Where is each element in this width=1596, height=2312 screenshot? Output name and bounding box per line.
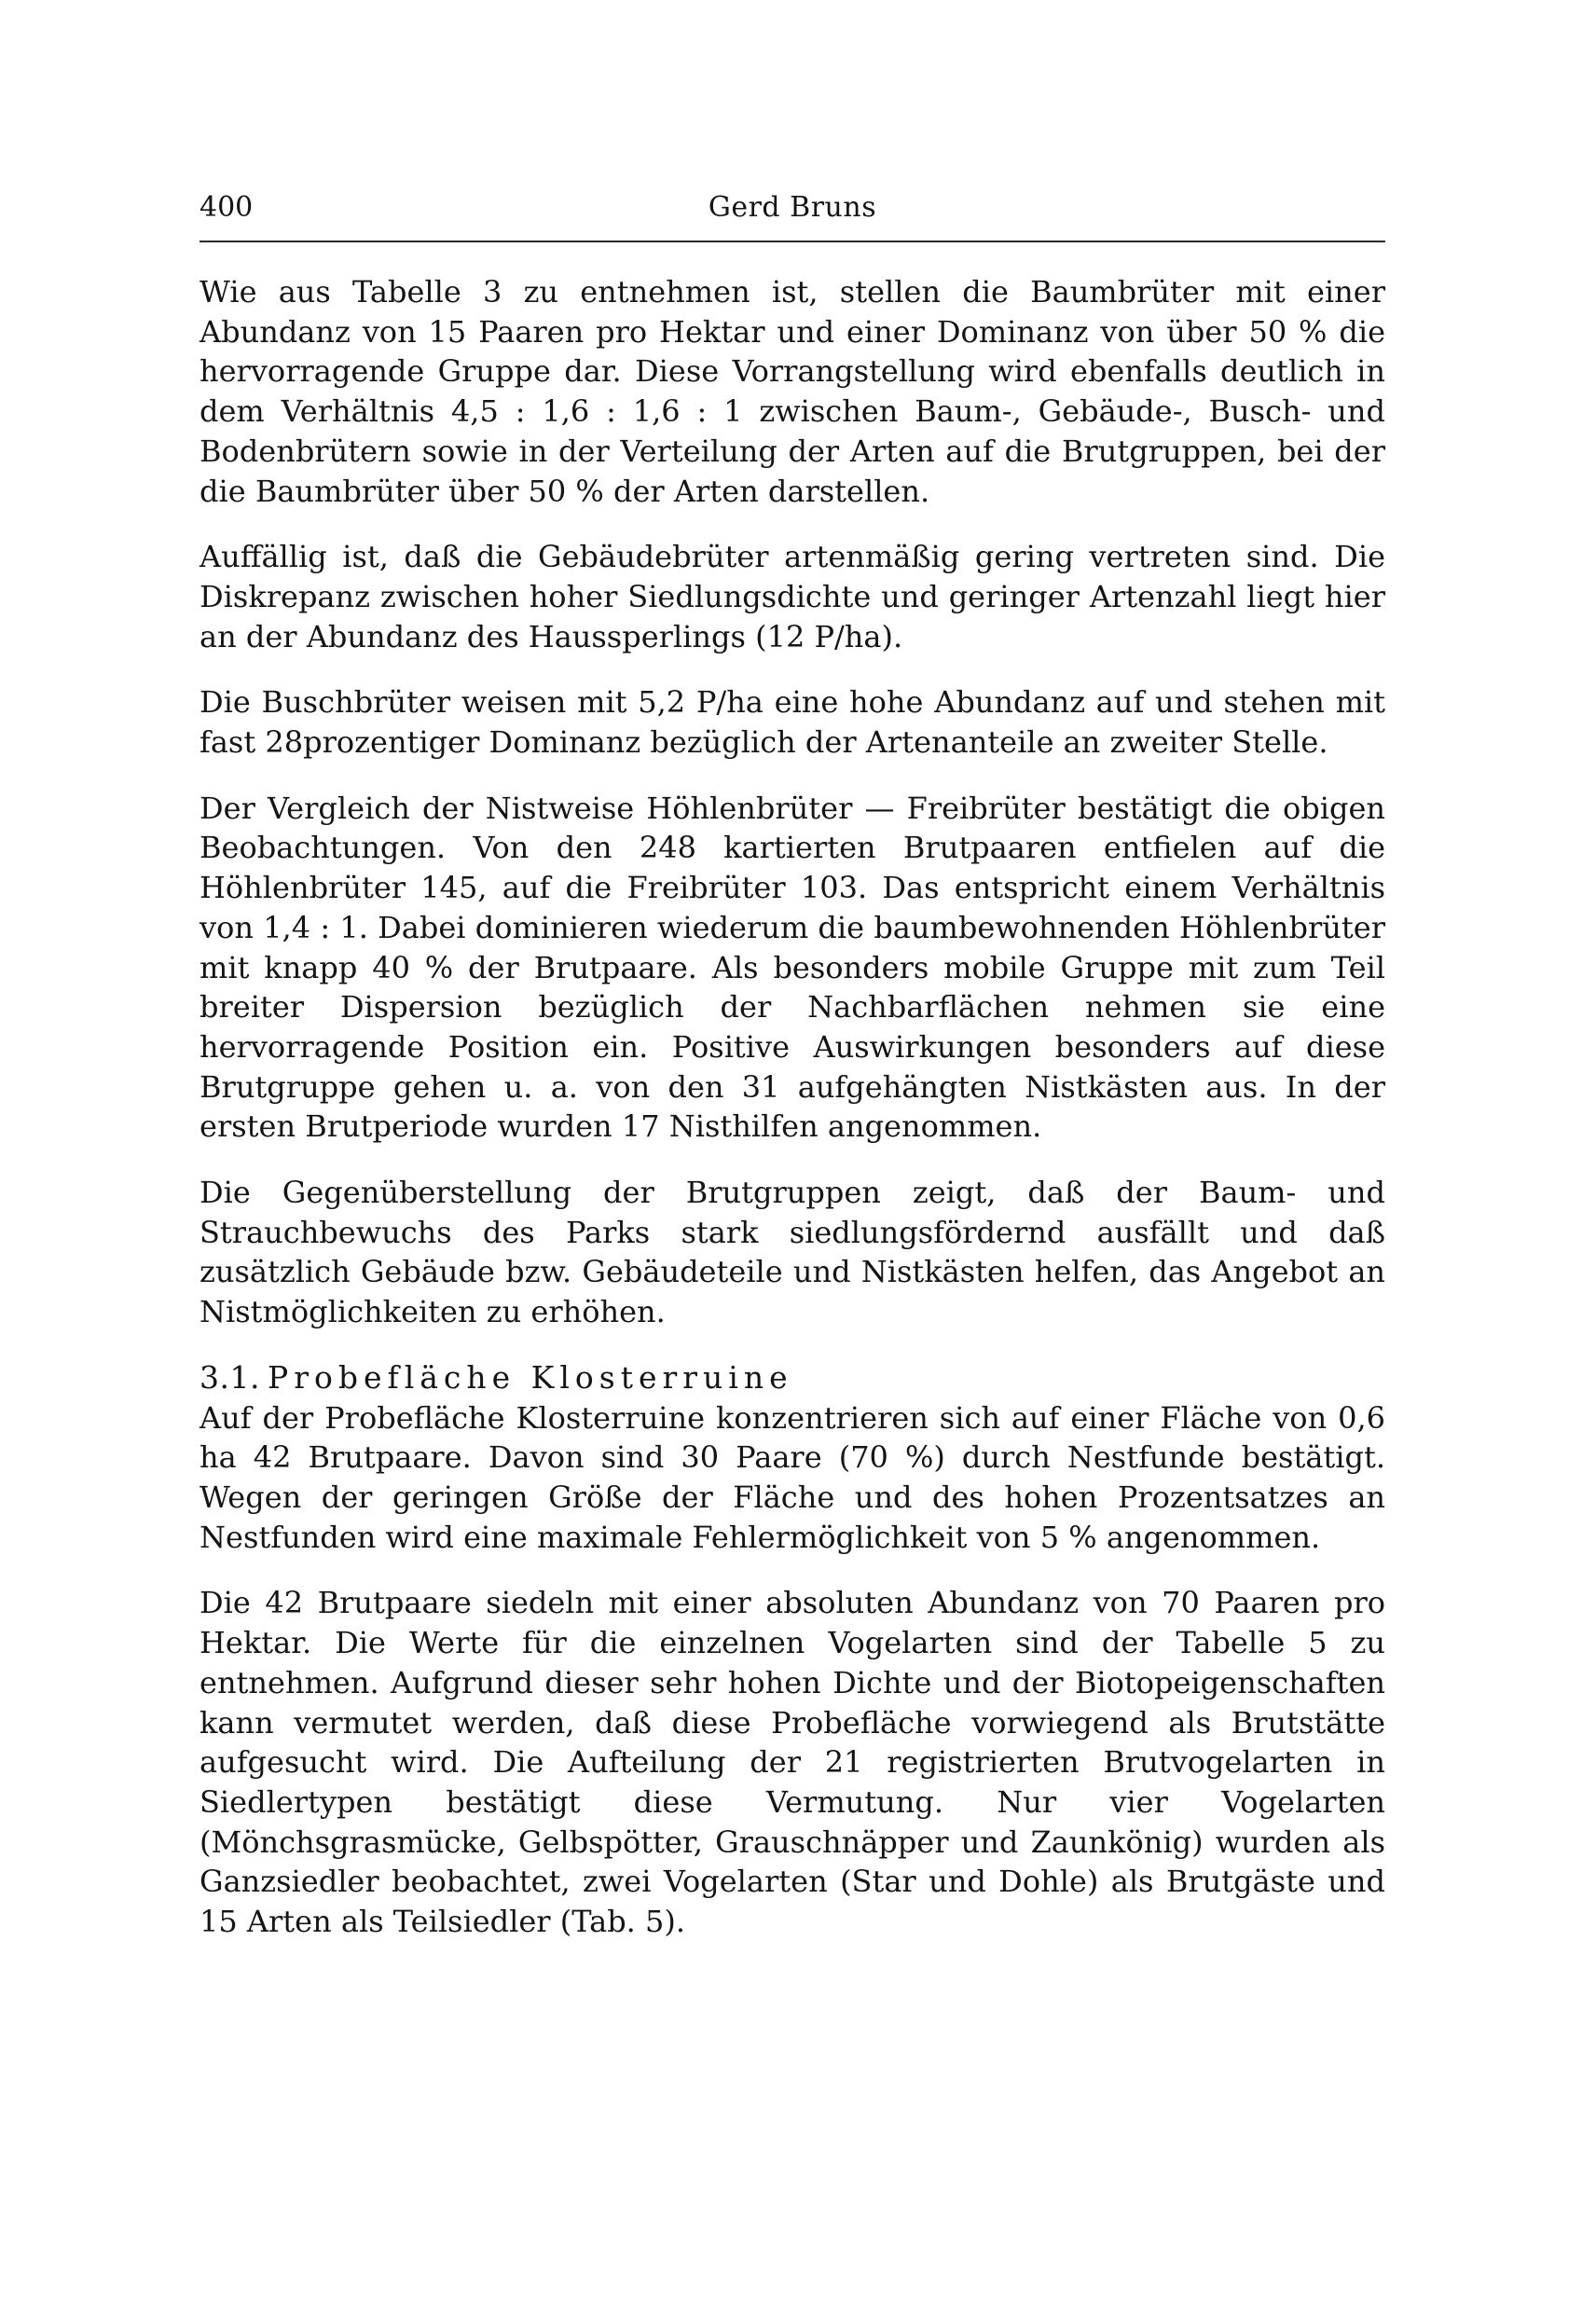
paragraph: Die Gegenüberstellung der Brutgruppen zeigt, daß der Baum- und Strauchbewuchs des Parks stark siedlungsfördernd ausfällt und daß zusätzlich Gebäude bzw. Gebäudeteile und Nistkästen helfen, das Angebot an Nistmöglichkeiten zu erhöhen. (200, 1175, 1385, 1330)
paragraph: Die Buschbrüter weisen mit 5,2 P/ha eine hohe Abundanz auf und stehen mit fast 28prozentiger Dominanz bezüglich der Artenanteile an zweiter Stelle. (200, 684, 1385, 761)
paragraph: Auffällig ist, daß die Gebäudebrüter artenmäßig gering vertreten sind. Die Diskrepanz zwischen hoher Siedlungsdichte und geringer Artenzahl liegt hier an der Abundanz des Haussperlings (12 P/ha). (200, 539, 1385, 654)
paragraph: Wie aus Tabelle 3 zu entnehmen ist, stellen die Baumbrüter mit einer Abundanz von 15 Paaren pro Hektar und einer Dominanz von über 50 % die hervorragende Gruppe dar. Diese Vorrangstellung wird ebenfalls deutlich in dem Verhältnis 4,5 : 1,6 : 1,6 : 1 zwischen Baum-, Gebäude-, Busch- und Bodenbrütern sowie in der Verteilung der Arten auf die Brutgruppen, bei der die Baumbrüter über 50 % der Arten darstellen. (200, 274, 1385, 509)
header-rule (200, 241, 1385, 242)
paragraph: Auf der Probefläche Klosterruine konzentrieren sich auf einer Fläche von 0,6 ha 42 Brutpaare. Davon sind 30 Paare (70 %) durch Nestfunde bestätigt. Wegen der geringen Größe der Fläche und des hohen Prozentsatzes an Nestfunden wird eine maximale Fehlermöglichkeit von 5 % angenommen. (200, 1399, 1385, 1555)
section-title: Probefläche Klosterruine (267, 1358, 793, 1396)
page-number: 400 (200, 191, 254, 224)
paragraph: Der Vergleich der Nistweise Höhlenbrüter — Freibrüter bestätigt die obigen Beobachtungen. Von den 248 kartierten Brutpaaren entfielen auf die Höhlenbrüter 145, auf die Freibrüter 103. Das entspricht einem Verhältnis von 1,4 : 1. Dabei dominieren wiederum die baumbewohnenden Höhlenbrüter mit knapp 40 % der Brutpaare. Als besonders mobile Gruppe mit zum Teil breiter Dispersion bezüglich der Nachbarflächen nehmen sie eine hervorragende Position ein. Positive Auswirkungen besonders auf diese Brutgruppe gehen u. a. von den 31 aufgehängten Nistkästen aus. In der ersten Brutperiode wurden 17 Nisthilfen angenommen. (200, 790, 1385, 1145)
section-number: 3.1. (200, 1358, 260, 1396)
running-head-author: Gerd Bruns (708, 191, 877, 224)
paragraph: Die 42 Brutpaare siedeln mit einer absoluten Abundanz von 70 Paaren pro Hektar. Die Werte für die einzelnen Vogelarten sind der Tabelle 5 zu entnehmen. Aufgrund dieser sehr hohen Dichte und der Biotopeigenschaften kann vermutet werden, daß diese Probefläche vorwiegend als Brutstätte aufgesucht wird. Die Aufteilung der 21 registrierten Brutvogelarten in Siedlertypen bestätigt diese Vermutung. Nur vier Vogelarten (Mönchsgrasmücke, Gelbspötter, Grauschnäpper und Zaunkönig) wurden als Ganzsiedler beobachtet, zwei Vogelarten (Star und Dohle) als Brutgäste und 15 Arten als Teilsiedler (Tab. 5). (200, 1585, 1385, 1940)
section-heading (200, 1358, 1385, 1398)
body-text (200, 272, 1385, 1968)
running-head (200, 191, 1385, 238)
